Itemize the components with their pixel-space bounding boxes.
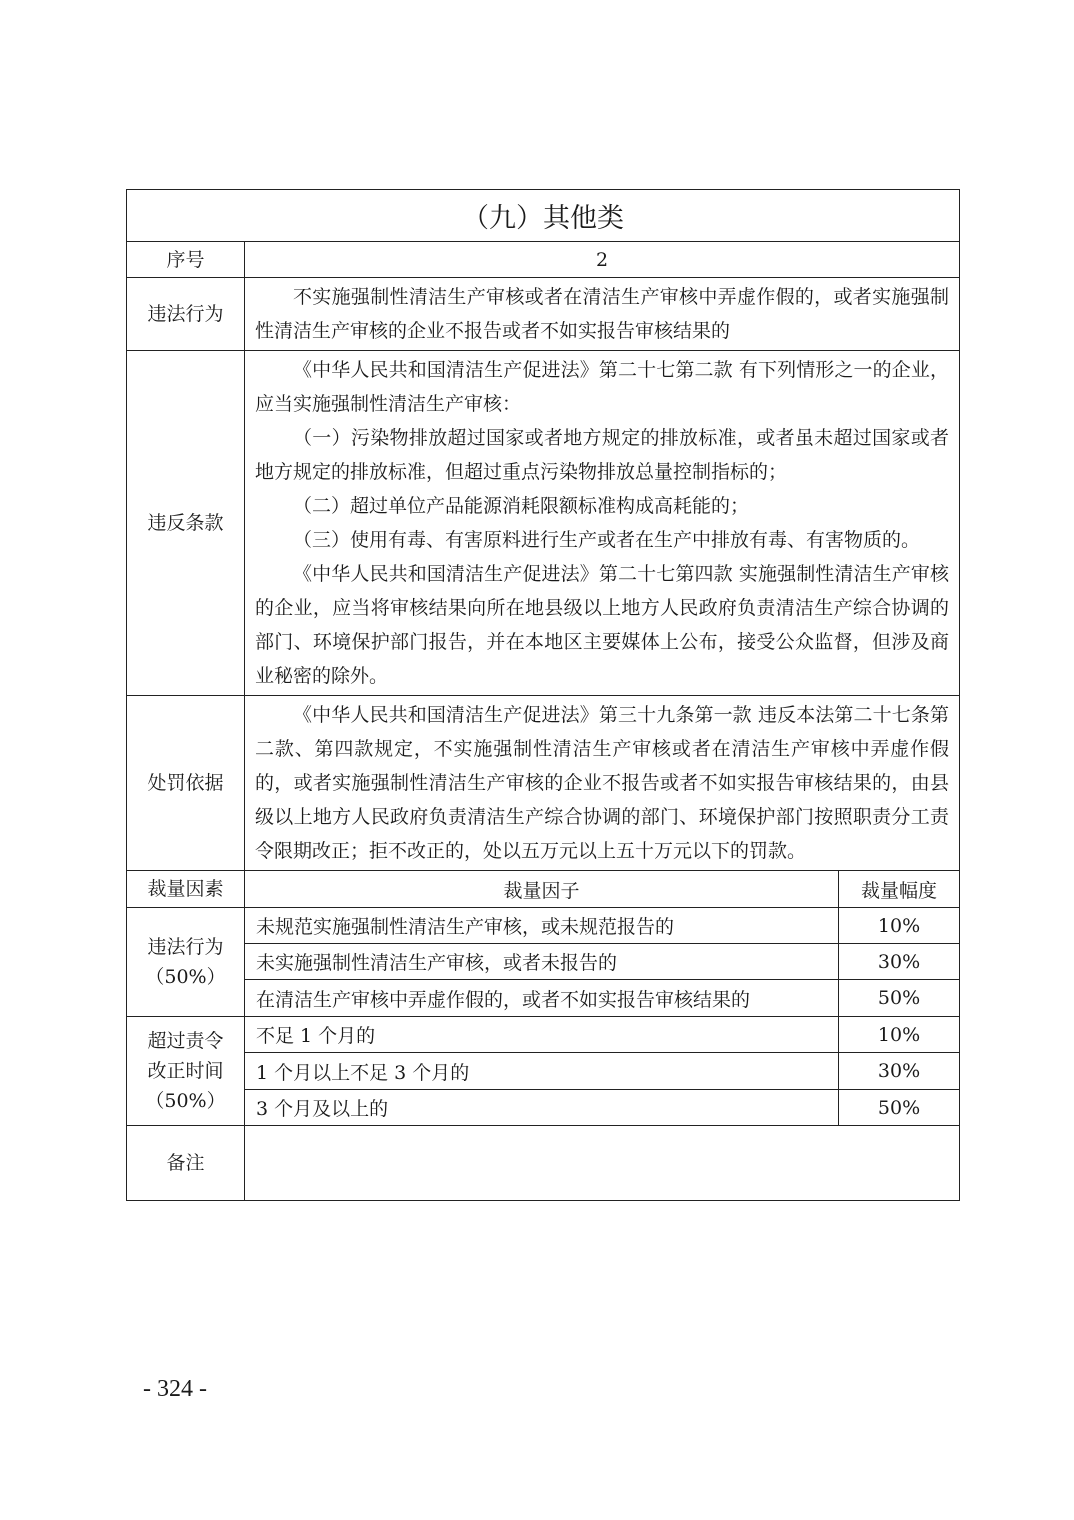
penalty-label: 处罚依据 <box>127 696 245 871</box>
rate-cell: 10% <box>839 1017 960 1053</box>
note-value <box>245 1126 960 1201</box>
rate-cell: 30% <box>839 944 960 980</box>
factor-cell: 在清洁生产审核中弄虚作假的，或者不如实报告审核结果的 <box>245 980 839 1017</box>
serial-value: 2 <box>245 242 960 278</box>
discretion-table <box>126 189 960 1201</box>
clause-paragraph: （一）污染物排放超过国家或者地方规定的排放标准，或者虽未超过国家或者地方规定的排放标准，但超过重点污染物排放总量控制指标的； <box>255 427 950 483</box>
violation-label: 违法行为 <box>127 278 245 351</box>
page-number: - 324 - <box>143 1376 207 1402</box>
factor-header-label: 裁量因素 <box>127 871 245 908</box>
factor-cell: 1 个月以上不足 3 个月的 <box>245 1053 839 1090</box>
rate-cell: 30% <box>839 1053 960 1090</box>
rate-cell: 50% <box>839 1090 960 1126</box>
violation-text: 不实施强制性清洁生产审核或者在清洁生产审核中弄虚作假的，或者实施强制性清洁生产审核的企业不报告或者不如实报告审核结果的 <box>255 286 950 342</box>
rate-cell: 10% <box>839 908 960 944</box>
group-overdue-label <box>127 1017 245 1126</box>
clauses-text-cell <box>245 351 960 696</box>
clause-paragraph: （三）使用有毒、有害原料进行生产或者在生产中排放有毒、有害物质的。 <box>293 529 921 551</box>
group-label-line: （50%） <box>145 1090 226 1112</box>
clause-paragraph: （二）超过单位产品能源消耗限额标准构成高耗能的； <box>293 495 750 517</box>
clauses-label: 违反条款 <box>127 351 245 696</box>
group-label-line: 改正时间 <box>147 1060 224 1082</box>
clause-paragraph: 《中华人民共和国清洁生产促进法》第二十七第二款 有下列情形之一的企业，应当实施强制性清洁生产审核： <box>255 359 950 415</box>
table-title: （九）其他类 <box>127 190 960 242</box>
factor-cell: 未实施强制性清洁生产审核，或者未报告的 <box>245 944 839 980</box>
rate-cell: 50% <box>839 980 960 1017</box>
violation-text-cell <box>245 278 960 351</box>
penalty-text-cell <box>245 696 960 871</box>
range-column-header: 裁量幅度 <box>839 871 960 908</box>
group-label-line: 违法行为 <box>147 936 224 958</box>
group-violation-label <box>127 908 245 1017</box>
serial-label: 序号 <box>127 242 245 278</box>
group-label-line: 超过责令 <box>147 1030 224 1052</box>
clause-paragraph: 《中华人民共和国清洁生产促进法》第二十七第四款 实施强制性清洁生产审核的企业，应当将审核结果向所在地县级以上地方人民政府负责清洁生产综合协调的部门、环境保护部门报告，并在本地区主要媒体上公布，接受公众监督，但涉及商业秘密的除外。 <box>255 563 950 687</box>
group-label-line: （50%） <box>145 966 226 988</box>
penalty-text: 《中华人民共和国清洁生产促进法》第三十九条第一款 违反本法第二十七条第二款、第四款规定，不实施强制性清洁生产审核或者在清洁生产审核中弄虚作假的，或者实施强制性清洁生产审核的企业不报告或者不如实报告审核结果的，由县级以上地方人民政府负责清洁生产综合协调的部门、环境保护部门按照职责分工责令限期改正；拒不改正的，处以五万元以上五十万元以下的罚款。 <box>255 704 950 862</box>
factor-cell: 3 个月及以上的 <box>245 1090 839 1126</box>
factor-cell: 未规范实施强制性清洁生产审核，或未规范报告的 <box>245 908 839 944</box>
factor-column-header: 裁量因子 <box>245 871 839 908</box>
note-label: 备注 <box>127 1126 245 1201</box>
factor-cell: 不足 1 个月的 <box>245 1017 839 1053</box>
